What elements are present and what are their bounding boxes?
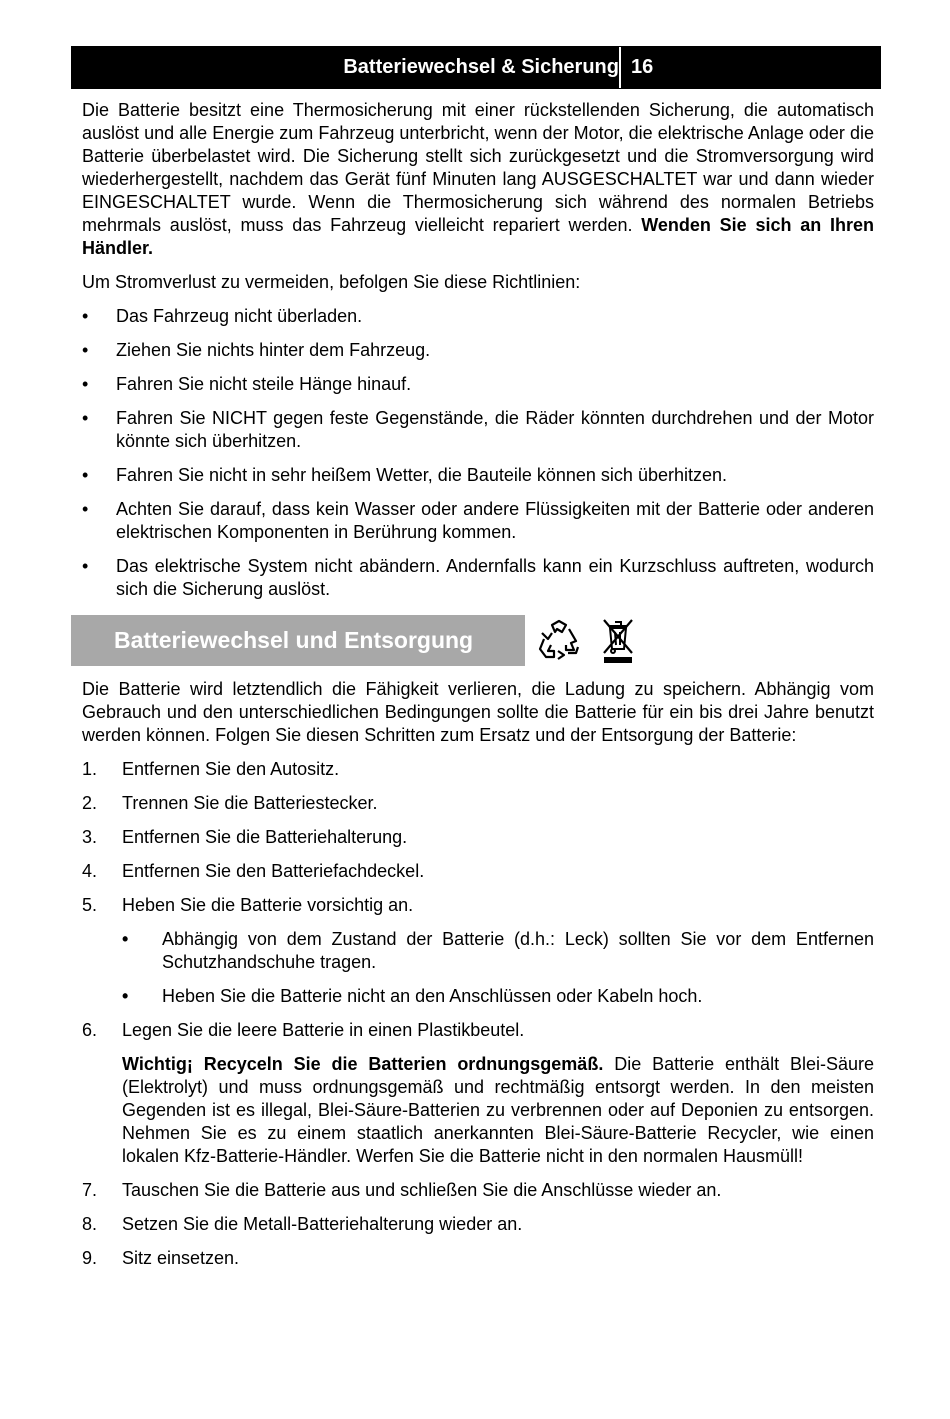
list-item: 1. Entfernen Sie den Autositz. [82,759,340,779]
recycling-note: Wichtig¡ Recyceln Sie die Batterien ordnungsgemäß. Die Batterie enthält Blei-Säure (Elektrolyt) und muss ordnungsgemäß und rechtmäßig entsorgt werden. In den meisten Gegenden ist es illegal, Blei-Säure-Batterien zu verbrennen oder auf Deponien zu entsorgen. Nehmen Sie es zu einem staatlich anerkannten Blei-Säure-Batterie Recycler, wie einen lokalen Kfz-Batterie-Händler. Werfen Sie die Batterie nicht in den normalen Hausmüll! [122,1054,874,1166]
list-item: • Ziehen Sie nichts hinter dem Fahrzeug. [82,340,431,360]
page-title: Batteriewechsel & Sicherung [343,56,619,78]
header-bar [71,46,881,89]
list-item: 5. Heben Sie die Batterie vorsichtig an. • Abhängig von dem Zustand der Batterie (d.h.: Leck) sollten Sie vor dem Entfernen Schutzhandschuhe tragen. • Heben Sie die Batterie nicht an den Anschlüssen oder Kabeln hoch. [82,895,874,1006]
guidelines-list [82,305,874,601]
page-number: 16 [631,56,654,78]
steps-list [82,758,874,1270]
list-item: • Abhängig von dem Zustand der Batterie (d.h.: Leck) sollten Sie vor dem Entfernen Schutzhandschuhe tragen. [122,929,874,972]
header-divider [619,47,621,88]
recycle-icon [536,619,582,663]
guidelines-intro: Um Stromverlust zu vermeiden, befolgen Sie diese Richtlinien: [82,272,581,292]
list-item: • Das elektrische System nicht abändern. Andernfalls kann ein Kurzschluss auftreten, wodurch sich die Sicherung auslöst. [82,556,874,599]
list-item: 3. Entfernen Sie die Batteriehalterung. [82,827,408,847]
disposal-paragraph: Die Batterie wird letztendlich die Fähigkeit verlieren, die Ladung zu speichern. Abhängig vom Gebrauch und den unterschiedlichen Bedingungen sollte die Batterie für ein bis drei Jahre benutzt werden können. Folgen Sie diesen Schritten zum Ersatz und der Entsorgung der Batterie: [82,679,874,745]
intro-section [82,99,874,612]
list-item: 2. Trennen Sie die Batteriestecker. [82,793,378,813]
list-item: • Fahren Sie nicht in sehr heißem Wetter, die Bauteile können sich überhitzen. [82,465,728,485]
section-header [71,615,525,666]
dealer-note: Wenden Sie sich an Ihren Händler. [82,215,874,258]
list-item: 6. Legen Sie die leere Batterie in einen Plastikbeutel. Wichtig¡ Recyceln Sie die Batterien ordnungsgemäß. Die Batterie enthält Blei-Säure (Elektrolyt) und muss ordnungsgemäß und rechtmäßig entsorgt werden. In den meisten Gegenden ist es illegal, Blei-Säure-Batterien zu verbrennen oder auf Deponien zu entsorgen. Nehmen Sie es zu einem staatlich anerkannten Blei-Säure-Batterie Recycler, wie einen lokalen Kfz-Batterie-Händler. Werfen Sie die Batterie nicht in den normalen Hausmüll! [82,1020,874,1166]
list-item: 9. Sitz einsetzen. [82,1248,240,1268]
fuse-paragraph: Die Batterie besitzt eine Thermosicherung mit einer rückstellenden Sicherung, die automatisch auslöst und alle Energie zum Fahrzeug unterbricht, wenn der Motor, die elektrische Anlage oder die Batterie überbelastet wird. Die Sicherung stellt sich zurückgesetzt und die Stromversorgung wird wiederhergestellt, nachdem das Gerät fünf Minuten lang AUSGESCHALTET war und dann wieder EINGESCHALTET wurde. Wenn die Thermosicherung sich während des normalen Betriebs mehrmals auslöst, muss das Fahrzeug vielleicht repariert werden. Wenden Sie sich an Ihren Händler. [82,100,874,258]
list-item: • Fahren Sie nicht steile Hänge hinauf. [82,374,412,394]
section-title: Batteriewechsel und Entsorgung [114,627,474,653]
list-item: 4. Entfernen Sie den Batteriefachdeckel. [82,861,425,881]
disposal-section [82,678,874,1281]
list-item: 7. Tauschen Sie die Batterie aus und schließen Sie die Anschlüsse wieder an. [82,1180,722,1200]
list-item: • Heben Sie die Batterie nicht an den Anschlüssen oder Kabeln hoch. [122,986,703,1006]
step5-sub-list [122,928,874,1008]
list-item: • Achten Sie darauf, dass kein Wasser oder andere Flüssigkeiten mit der Batterie oder anderen elektrischen Komponenten in Berührung kommen. [82,499,874,542]
list-item: • Das Fahrzeug nicht überladen. [82,306,363,326]
list-item: • Fahren Sie NICHT gegen feste Gegenstände, die Räder könnten durchdrehen und der Motor könnte sich überhitzen. [82,408,874,451]
crossed-bin-icon [601,617,635,665]
list-item: 8. Setzen Sie die Metall-Batteriehalterung wieder an. [82,1214,523,1234]
